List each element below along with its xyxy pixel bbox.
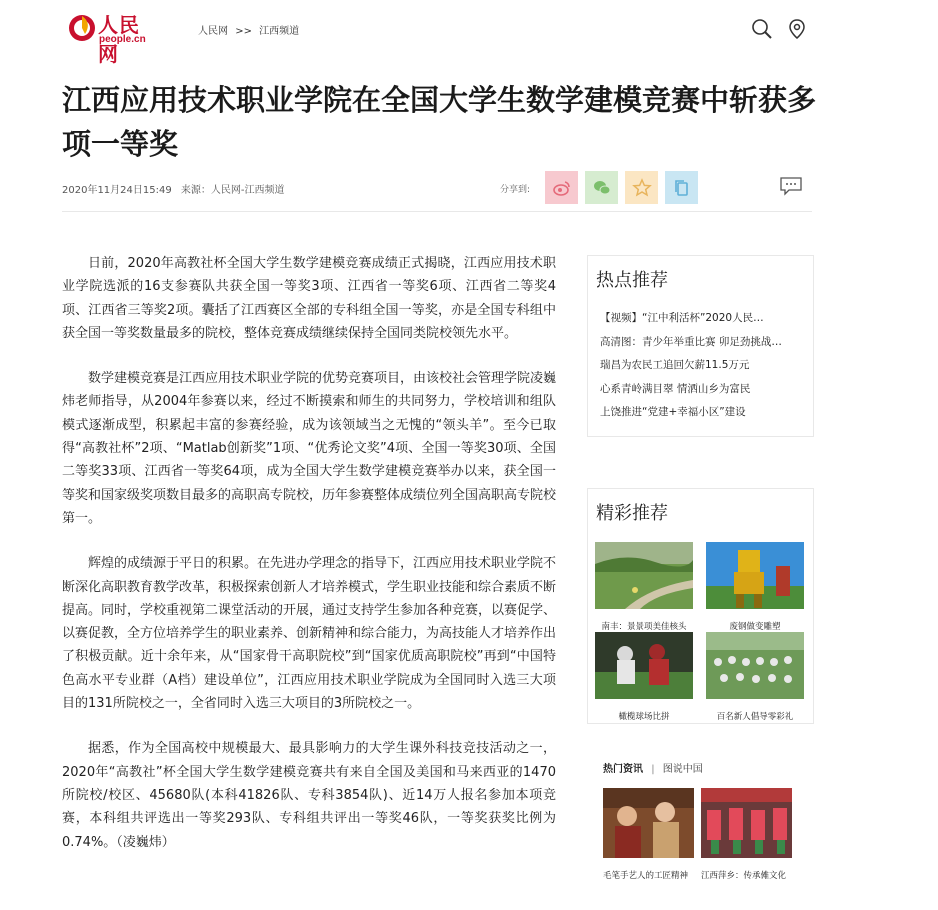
copy-icon xyxy=(672,178,692,198)
featured-item[interactable] xyxy=(706,542,804,632)
hot-list-item[interactable]: 心系青岭满目翠 情洒山乡为富民 xyxy=(600,382,751,395)
article-date: 2020年11月24日15:49 xyxy=(62,185,172,196)
weibo-icon xyxy=(552,178,572,198)
tab-hot-news[interactable]: 热门资讯 xyxy=(603,764,643,775)
logo-domain: people.cn xyxy=(99,34,146,45)
location-icon[interactable] xyxy=(786,18,808,40)
share-copy-button[interactable] xyxy=(665,171,698,204)
hot-news-item[interactable] xyxy=(603,788,694,881)
article-meta xyxy=(62,181,291,196)
article-paragraph: 据悉，作为全国高校中规模最大、最具影响力的大学生课外科技竞技活动之一，2020年“高教社”杯全国大学生数学建模竞赛共有来自全国及美国和马来西亚的1470所院校/校区、45680队(本科41826队、专科3854队)、近14万人报名参加本项竞赛，本科组共评选出一等奖293队、专科组共评出一等奖46队，一等奖获奖比例为0.74%。（凌巍炜） xyxy=(62,741,556,850)
road-landscape-photo-icon xyxy=(595,542,693,609)
hot-recommendations-title: 热点推荐 xyxy=(596,270,668,291)
featured-caption: 废钢做变雕塑 xyxy=(729,622,781,632)
rugby-photo-icon xyxy=(595,632,693,699)
share-label: 分享到: xyxy=(500,185,531,195)
article-body xyxy=(62,252,556,876)
breadcrumb-home[interactable]: 人民网 xyxy=(198,26,228,37)
hot-list-item[interactable]: 瑞昌为农民工追回欠薪11.5万元 xyxy=(600,359,750,371)
tab-picture-china[interactable]: 图说中国 xyxy=(662,764,703,775)
tab-separator: | xyxy=(651,764,655,775)
logo-text: 人民网 xyxy=(98,13,140,66)
featured-caption: 百名新人倡导零彩礼 xyxy=(716,712,794,722)
article-paragraph: 数学建模竞赛是江西应用技术职业学院的优势竞赛项目，由该校社会管理学院凌巍炜老师指导，从2004年参赛以来，经过不断摸索和师生的共同努力，学校培训和组队模式逐渐成型，积累起丰富的参赛经验，成为该领域当之无愧的“领头羊”。至今已取得“高教社杯”2项、“Matlab创新奖”1项、“优秀论文奖”4项、全国一等奖30项、全国二等奖33项、江西省一等奖64项，成为全国大学生数学建模竞赛举办以来，获全国一等奖和国家级奖项数目最多的高职高专院校，历年参赛整体成绩位列全国高职高专院校第一。 xyxy=(62,371,557,526)
favorite-icon xyxy=(632,178,652,198)
hot-list-item[interactable]: 【视频】“江中利活杯”2020人民… xyxy=(600,312,764,324)
people-cn-logo[interactable] xyxy=(66,8,156,66)
hot-recommendations-panel xyxy=(587,255,814,437)
news-tabs xyxy=(603,760,703,775)
share-wechat-button[interactable] xyxy=(585,171,618,204)
article-source[interactable]: 来源：人民网-江西频道 xyxy=(180,185,285,196)
share-favorite-button[interactable] xyxy=(625,171,658,204)
hot-list xyxy=(600,307,800,425)
featured-item[interactable] xyxy=(595,632,693,722)
featured-item[interactable] xyxy=(706,632,804,722)
article-title: 江西应用技术职业学院在全国大学生数学建模竞赛中斩获多项一等奖 xyxy=(62,83,817,161)
folk-dance-photo-icon xyxy=(701,788,792,858)
share-weibo-button[interactable] xyxy=(545,171,578,204)
robot-sculpture-photo-icon xyxy=(706,542,804,609)
hot-list-item[interactable]: 高清图：青少年举重比赛 卯足劲挑战… xyxy=(600,335,782,348)
article-paragraph: 辉煌的成绩源于平日的积累。在先进办学理念的指导下，江西应用技术职业学院不断深化高职教育教学改革，积极探索创新人才培养模式，学生职业技能和综合素质不断提高。同时，学校重视第二课堂活动的开展，通过支持学生参加各种竞赛，以赛促学、以赛促教，全方位培养学生的职业素养、创新精神和综合能力，为高技能人才培养作出了积极贡献。近十余年来，从“国家骨干高职院校”到“国家优质高职院校”再到“中国特色高水平专业群（A档）建设单位”，江西应用技术职业学院成为全国同时入选三大项目的131所院校之一，全省同时入选三大项目的3所院校之一。 xyxy=(62,556,557,712)
featured-recommendations-panel xyxy=(587,488,814,724)
search-icon[interactable] xyxy=(751,18,773,40)
hot-news-caption: 江西萍乡：传承傩文化 xyxy=(701,871,787,881)
wechat-icon xyxy=(592,178,612,198)
group-wedding-photo-icon xyxy=(706,632,804,699)
featured-recommendations-title: 精彩推荐 xyxy=(596,503,668,524)
craftsman-photo-icon xyxy=(603,788,694,858)
breadcrumb xyxy=(198,22,303,37)
featured-caption: 橄榄球场比拼 xyxy=(618,712,670,722)
header-divider xyxy=(62,211,812,212)
article-paragraph: 日前，2020年高教社杯全国大学生数学建模竞赛成绩正式揭晓，江西应用技术职业学院选派的16支参赛队共获全国一等奖3项、江西省一等奖6项、江西省二等奖4项、江西省三等奖2项。囊括了江西赛区全部的专科组全国一等奖，亦是全国专科组中获全国一等奖数量最多的院校，整体竞赛成绩继续保持全国同类院校领先水平。 xyxy=(62,256,556,341)
featured-caption: 南丰：景景项美佳核头 xyxy=(601,622,687,632)
comment-icon[interactable] xyxy=(779,176,803,196)
breadcrumb-jiangxi[interactable]: 江西频道 xyxy=(259,26,300,37)
featured-item[interactable] xyxy=(595,542,693,632)
hot-news-item[interactable] xyxy=(701,788,792,881)
breadcrumb-separator: >> xyxy=(235,26,252,37)
hot-news-caption: 毛笔手艺人的工匠精神 xyxy=(603,871,689,881)
hot-list-item[interactable]: 上饶推进“党建+幸福小区”建设 xyxy=(600,406,746,418)
logo-emblem-icon xyxy=(66,10,98,44)
